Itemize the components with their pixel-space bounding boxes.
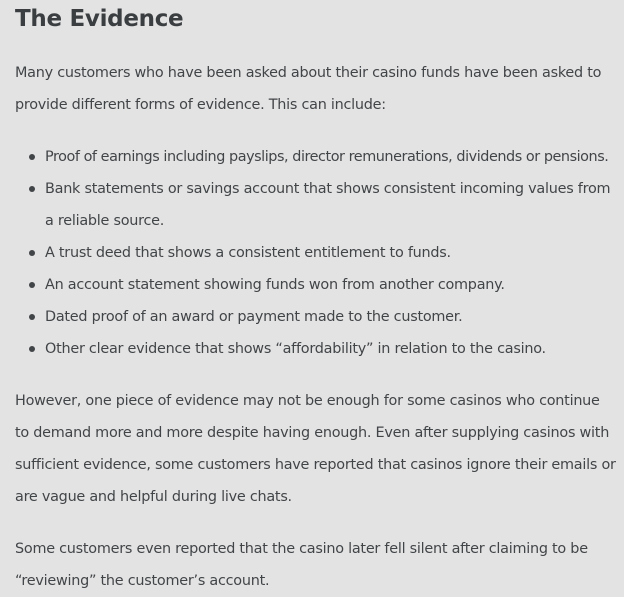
list-item-text: An account statement showing funds won from another company. xyxy=(45,277,505,293)
list-item xyxy=(45,141,616,173)
bullet-icon xyxy=(29,346,35,352)
list-item xyxy=(45,269,616,301)
bullet-icon xyxy=(29,186,35,192)
bullet-icon xyxy=(29,314,35,320)
section-heading: The Evidence xyxy=(15,6,184,32)
body-paragraph-2: However, one piece of evidence may not be enough for some casinos who continue to demand more and more despite having enough. Even after supplying casinos with sufficient evidence, some customers have reported that casinos ignore their emails or are vague and helpful during live chats. xyxy=(15,393,616,505)
list-item xyxy=(45,173,616,237)
bullet-icon xyxy=(29,154,35,160)
list-item xyxy=(45,333,616,365)
list-item-text: Other clear evidence that shows “affordability” in relation to the casino. xyxy=(45,341,546,357)
body-paragraph-3: Some customers even reported that the casino later fell silent after claiming to be “reviewing” the customer’s account. xyxy=(15,541,588,589)
list-item-text: Dated proof of an award or payment made to the customer. xyxy=(45,309,463,325)
list-item-text: Proof of earnings including payslips, director remunerations, dividends or pensions. xyxy=(45,149,609,165)
bullet-icon xyxy=(29,282,35,288)
list-item xyxy=(45,301,616,333)
list-item xyxy=(45,237,616,269)
intro-paragraph: Many customers who have been asked about their casino funds have been asked to provide different forms of evidence. This can include: xyxy=(15,65,602,113)
list-item-text: Bank statements or savings account that shows consistent incoming values from a reliable source. xyxy=(45,181,611,229)
list-item-text: A trust deed that shows a consistent entitlement to funds. xyxy=(45,245,451,261)
bullet-icon xyxy=(29,250,35,256)
evidence-list xyxy=(15,141,616,365)
